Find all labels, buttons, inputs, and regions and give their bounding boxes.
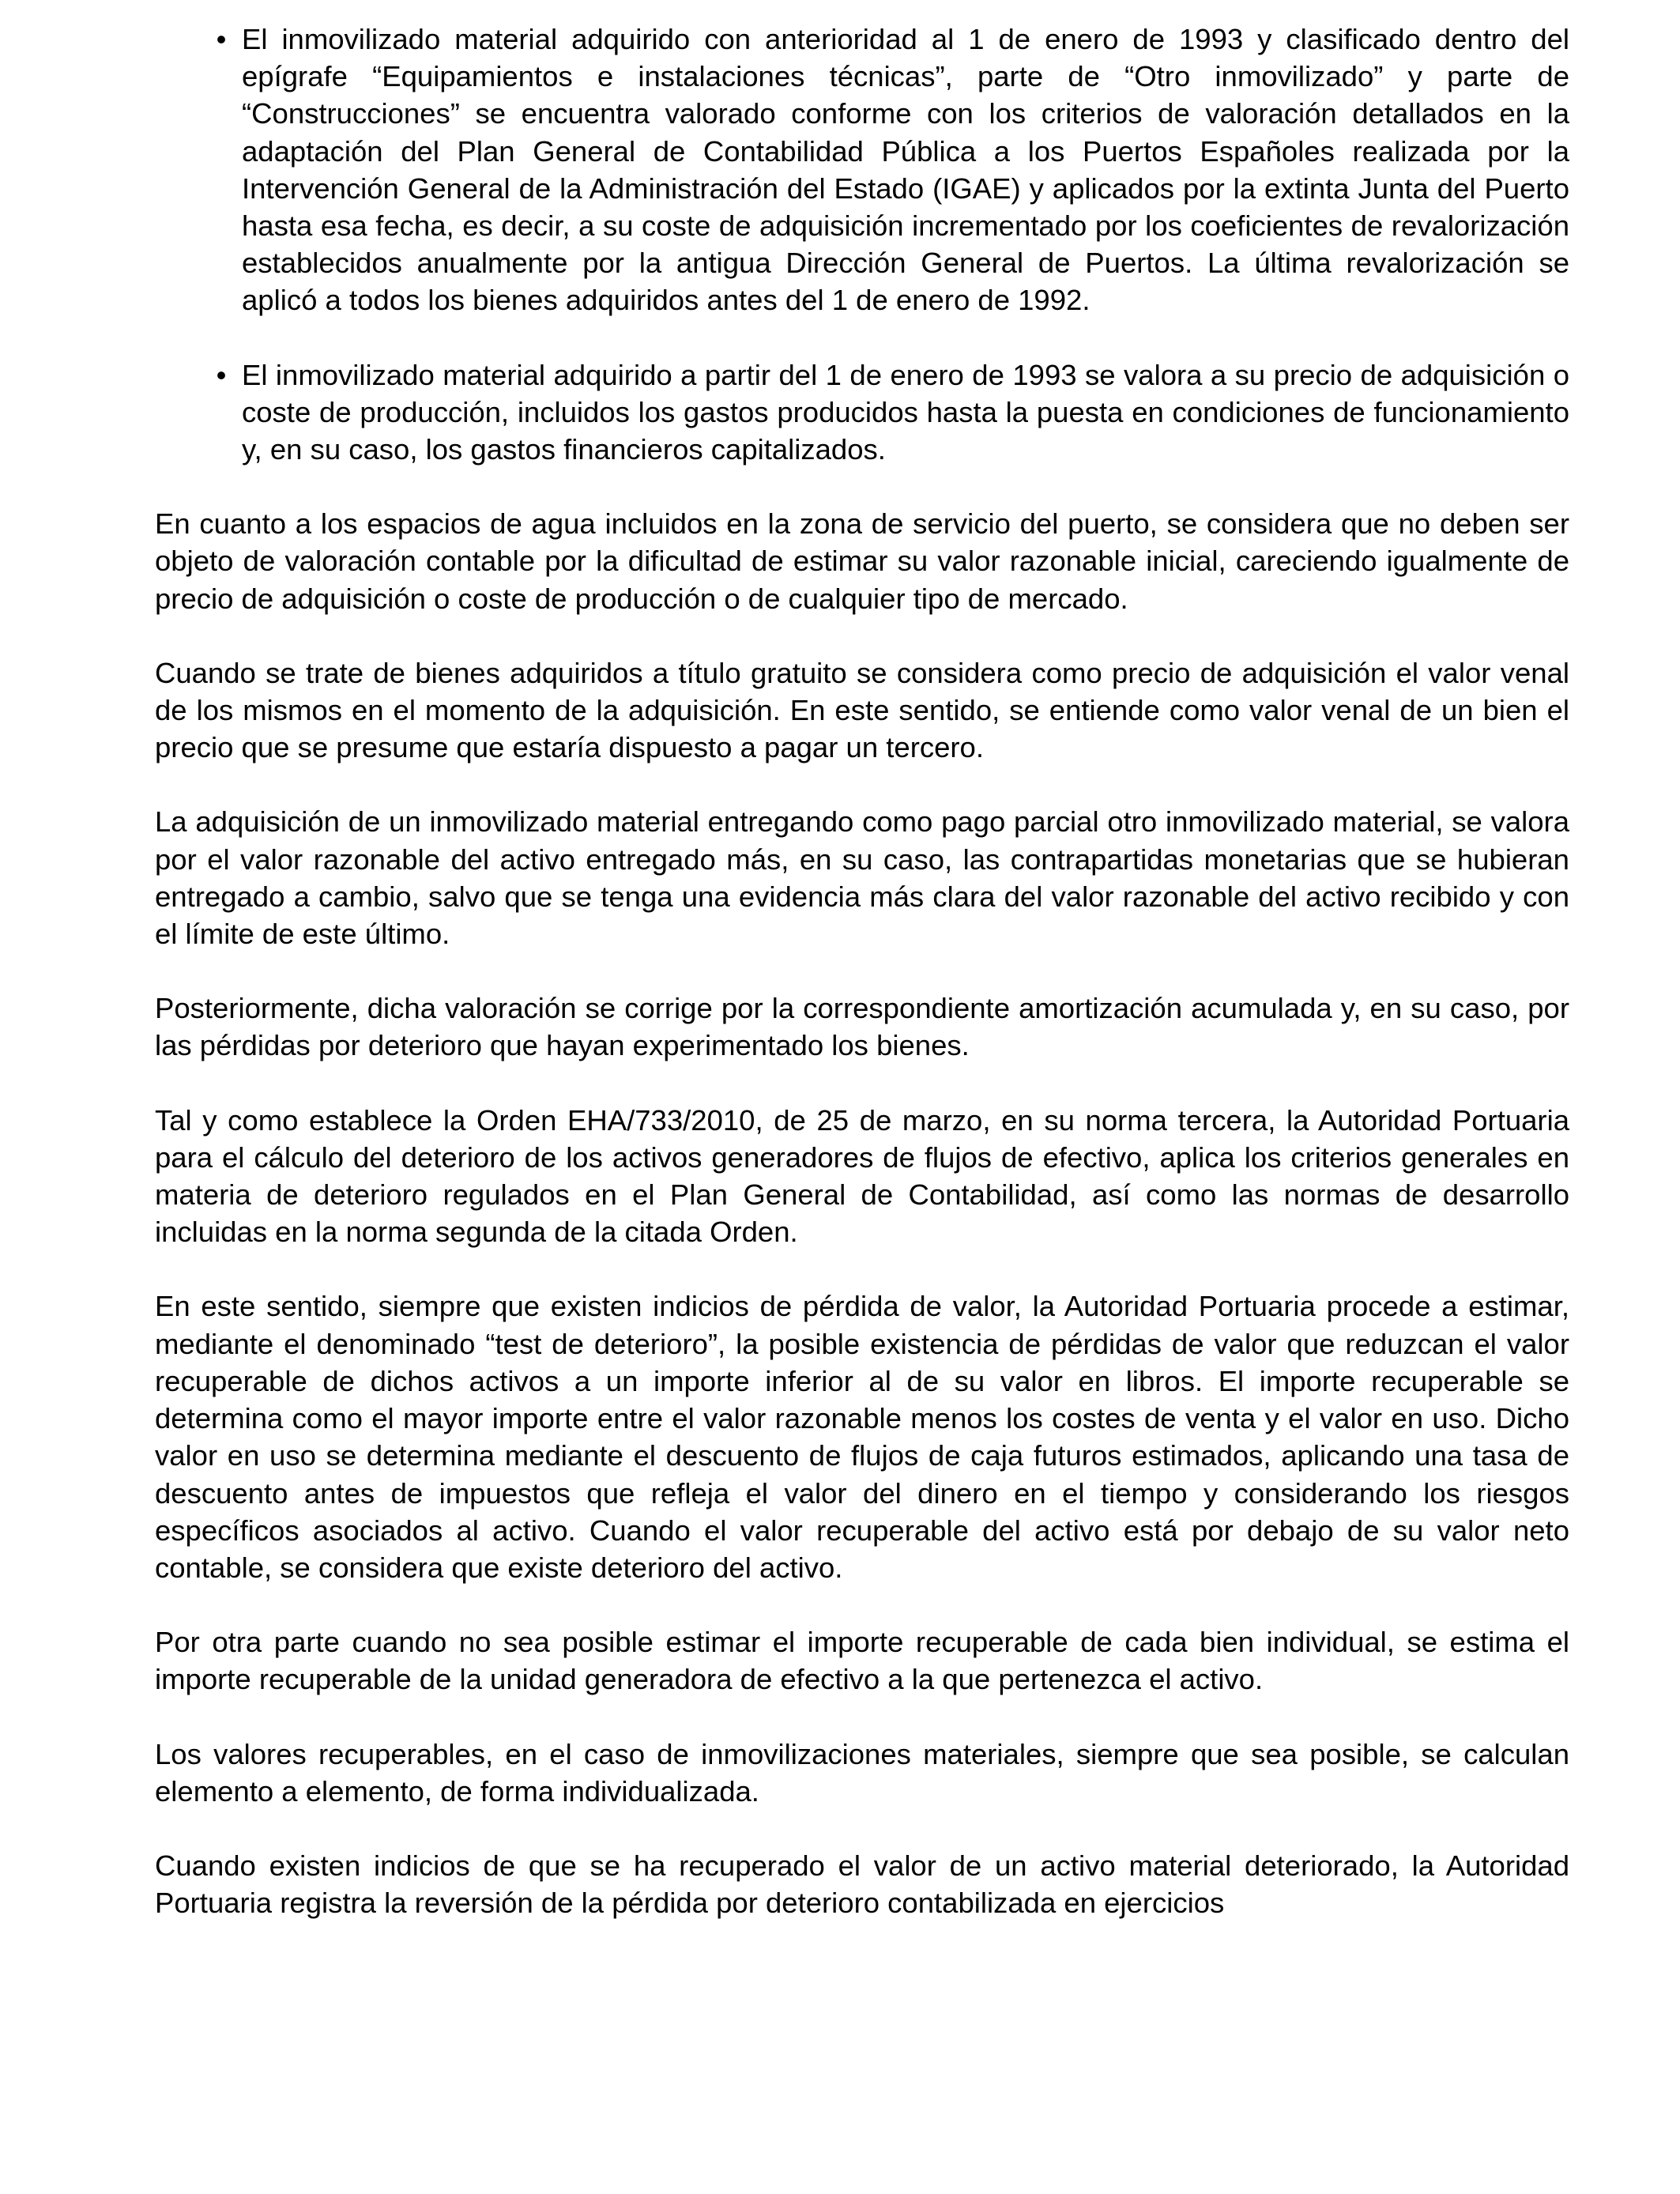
- bullet-icon: •: [216, 358, 227, 391]
- paragraph-amortization: Posteriormente, dicha valoración se corrige por la correspondiente amortización acumulada y, en su caso, por las pérdidas por deterioro que hayan experimentado los bienes.: [155, 992, 1569, 1062]
- bullet-text: El inmovilizado material adquirido con anterioridad al 1 de enero de 1993 y clasificado dentro del epígrafe “Equipamientos e instalaciones técnicas”, parte de “Otro inmovilizado” y parte de “Construcciones” se encuentra valorado conforme con los criterios de valoración detallados en la adaptación del Plan General de Contabilidad Pública a los Puertos Españoles realizada por la Intervención General de la Administración del Estado (IGAE) y aplicados por la extinta Junta del Puerto hasta esa fecha, es decir, a su coste de adquisición incrementado por los coeficientes de revalorización establecidos anualmente por la antigua Dirección General de Puertos. La última revalorización se aplicó a todos los bienes adquiridos antes del 1 de enero de 1992.: [242, 23, 1569, 317]
- paragraph-impairment-test: En este sentido, siempre que existen indicios de pérdida de valor, la Autoridad Portuaria procede a estimar, mediante el denominado “test de deterioro”, la posible existencia de pérdidas de valor que reduzcan el valor recuperable de dichos activos a un importe inferior al de su valor en libros. El importe recuperable se determina como el mayor importe entre el valor razonable menos los costes de venta y el valor en uso. Dicho valor en uso se determina mediante el descuento de flujos de caja futuros estimados, aplicando una tasa de descuento antes de impuestos que refleja el valor del dinero en el tiempo y considerando los riesgos específicos asociados al activo. Cuando el valor recuperable del activo está por debajo de su valor neto contable, se considera que existe deterioro del activo.: [155, 1290, 1569, 1584]
- paragraph-order-eha: Tal y como establece la Orden EHA/733/2010, de 25 de marzo, en su norma tercera, la Autoridad Portuaria para el cálculo del deterioro de los activos generadores de flujos de efectivo, aplica los criterios generales en materia de deterioro regulados en el Plan General de Contabilidad, así como las normas de desarrollo incluidas en la norma segunda de la citada Orden.: [155, 1103, 1569, 1249]
- paragraph-water-spaces: En cuanto a los espacios de agua incluidos en la zona de servicio del puerto, se considera que no deben ser objeto de valoración contable por la dificultad de estimar su valor razonable inicial, careciendo igualmente de precio de adquisición o coste de producción o de cualquier tipo de mercado.: [155, 507, 1569, 615]
- bullet-text: El inmovilizado material adquirido a partir del 1 de enero de 1993 se valora a su precio de adquisición o coste de producción, incluidos los gastos producidos hasta la puesta en condiciones de funcionamiento y, en su caso, los gastos financieros capitalizados.: [242, 358, 1569, 466]
- bullet-icon: •: [216, 23, 227, 55]
- paragraph-free-acquisition: Cuando se trate de bienes adquiridos a título gratuito se considera como precio de adquisición el valor venal de los mismos en el momento de la adquisición. En este sentido, se entiende como valor venal de un bien el precio que se presume que estaría dispuesto a pagar un tercero.: [155, 656, 1569, 764]
- bullet-item-acquired-from-1993: [155, 356, 1569, 469]
- paragraph-exchange-acquisition: La adquisición de un inmovilizado material entregando como pago parcial otro inmovilizado material, se valora por el valor razonable del activo entregado más, en su caso, las contrapartidas monetarias que se hubieran entregado a cambio, salvo que se tenga una evidencia más clara del valor razonable del activo recibido y con el límite de este último.: [155, 805, 1569, 951]
- document-page: [155, 21, 1569, 1921]
- paragraph-reversal: Cuando existen indicios de que se ha recuperado el valor de un activo material deteriorado, la Autoridad Portuaria registra la reversión de la pérdida por deterioro contabilizada en ejercicios: [155, 1849, 1569, 1920]
- bullet-item-acquired-before-1993: [155, 21, 1569, 319]
- paragraph-individual-values: Los valores recuperables, en el caso de inmovilizaciones materiales, siempre que sea posible, se calculan elemento a elemento, de forma individualizada.: [155, 1737, 1569, 1808]
- paragraph-cash-generating-unit: Por otra parte cuando no sea posible estimar el importe recuperable de cada bien individual, se estima el importe recuperable de la unidad generadora de efectivo a la que pertenezca el activo.: [155, 1626, 1569, 1696]
- bullet-list: [155, 21, 1569, 468]
